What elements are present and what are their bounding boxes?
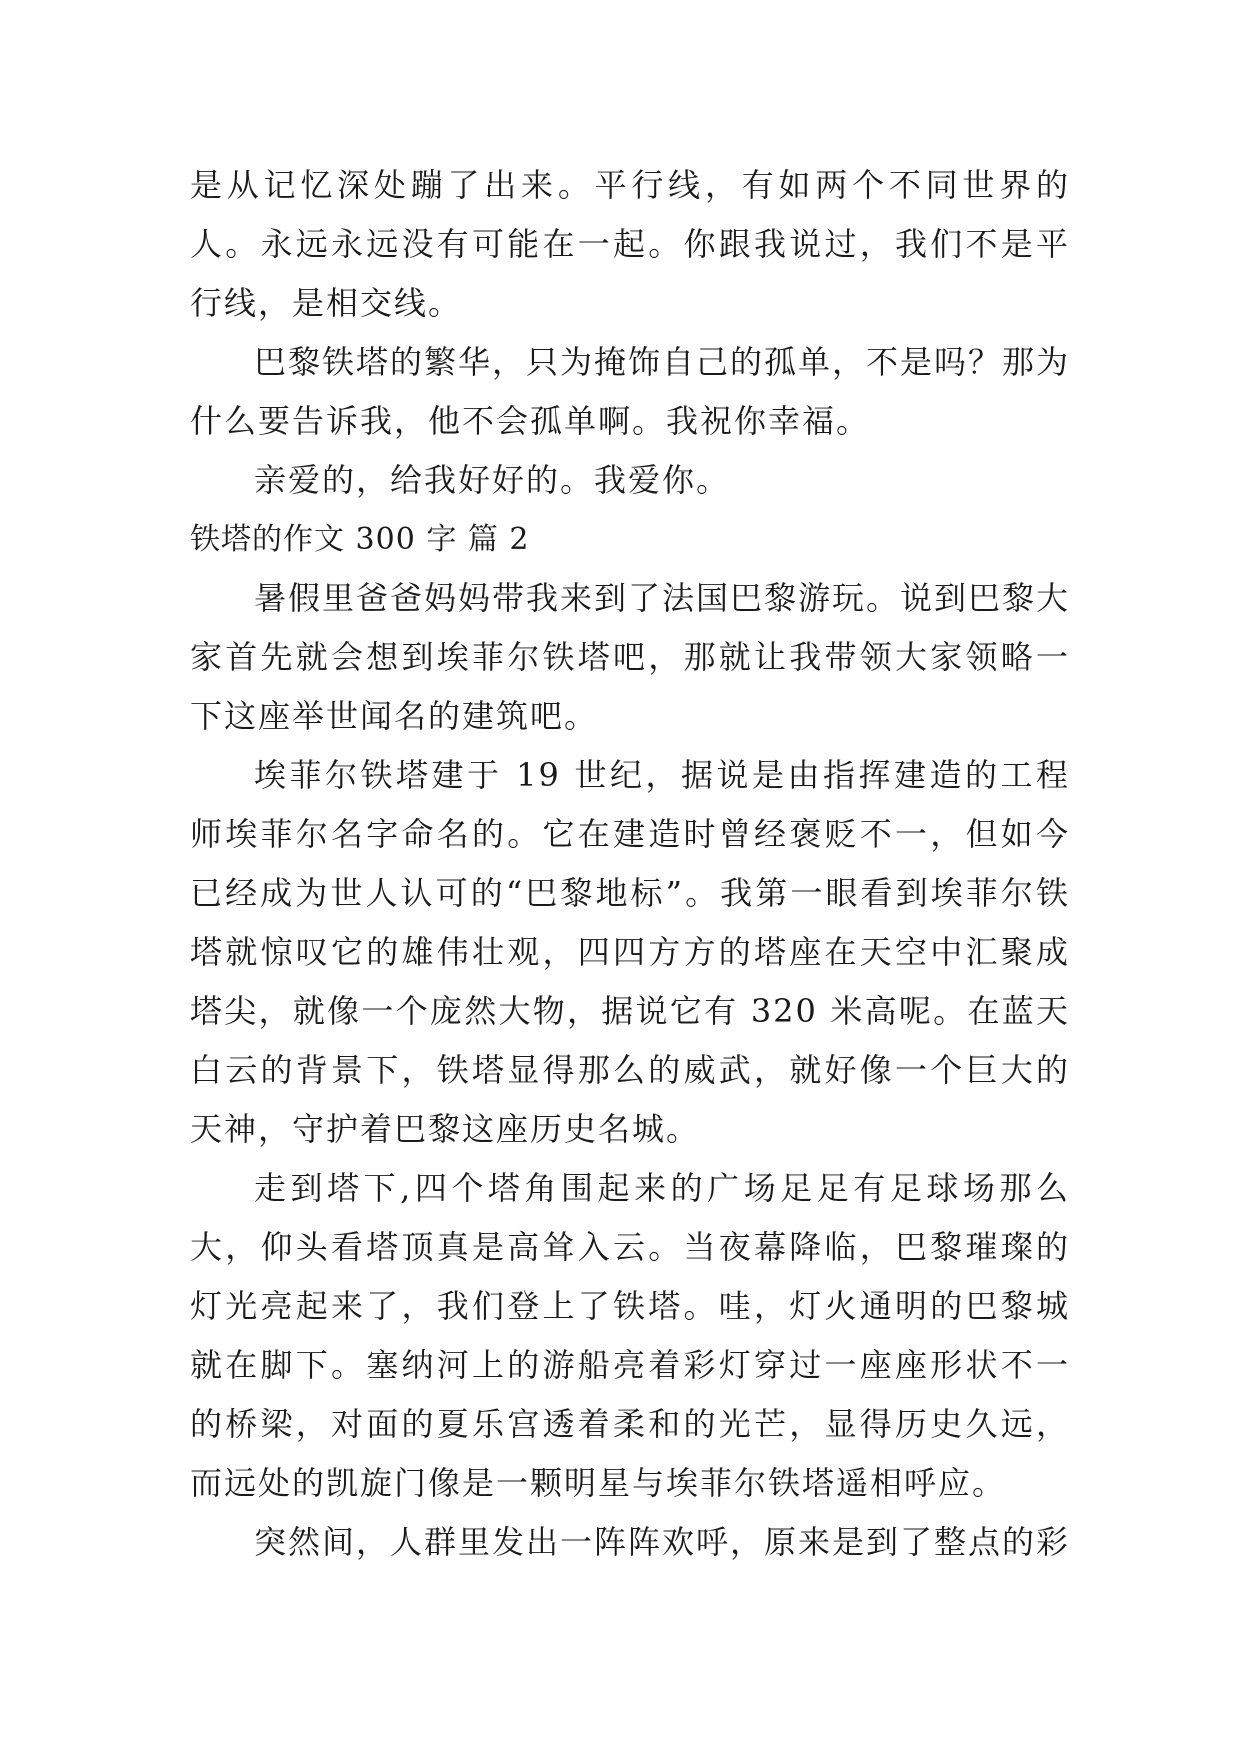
- paragraph: 埃菲尔铁塔建于 19 世纪，据说是由指挥建造的工程师埃菲尔名字命名的。它在建造时曾经褒贬不一，但如今已经成为世人认可的“巴黎地标”。我第一眼看到埃菲尔铁塔就惊叹它的雄伟壮观，四四方方的塔座在天空中汇聚成塔尖，就像一个庞然大物，据说它有 320 米高呢。在蓝天白云的背景下，铁塔显得那么的威武，就好像一个巨大的天神，守护着巴黎这座历史名城。: [190, 756, 1070, 1148]
- paragraph-continuation: 是从记忆深处蹦了出来。平行线，有如两个不同世界的人。永远永远没有可能在一起。你跟我说过，我们不是平行线，是相交线。: [190, 166, 1070, 322]
- paragraph: 亲爱的，给我好好的。我爱你。: [254, 461, 731, 499]
- paragraph: 突然间，人群里发出一阵阵欢呼，原来是到了整点的彩: [254, 1523, 1071, 1561]
- paragraph: 暑假里爸爸妈妈带我来到了法国巴黎游玩。说到巴黎大家首先就会想到埃菲尔铁塔吧，那就让我带领大家领略一下这座举世闻名的建筑吧。: [190, 579, 1071, 735]
- paragraph: 巴黎铁塔的繁华，只为掩饰自己的孤单，不是吗？那为什么要告诉我，他不会孤单啊。我祝你幸福。: [190, 343, 1071, 440]
- document-body: [190, 156, 1070, 1572]
- section-heading: 铁塔的作文 300 字 篇 2: [190, 522, 530, 557]
- paragraph: 走到塔下,四个塔角围起来的广场足足有足球场那么大，仰头看塔顶真是高耸入云。当夜幕降临，巴黎璀璨的灯光亮起来了，我们登上了铁塔。哇，灯火通明的巴黎城就在脚下。塞纳河上的游船亮着彩灯穿过一座座形状不一的桥梁，对面的夏乐宫透着柔和的光芒，显得历史久远，而远处的凯旋门像是一颗明星与埃菲尔铁塔遥相呼应。: [190, 1169, 1070, 1502]
